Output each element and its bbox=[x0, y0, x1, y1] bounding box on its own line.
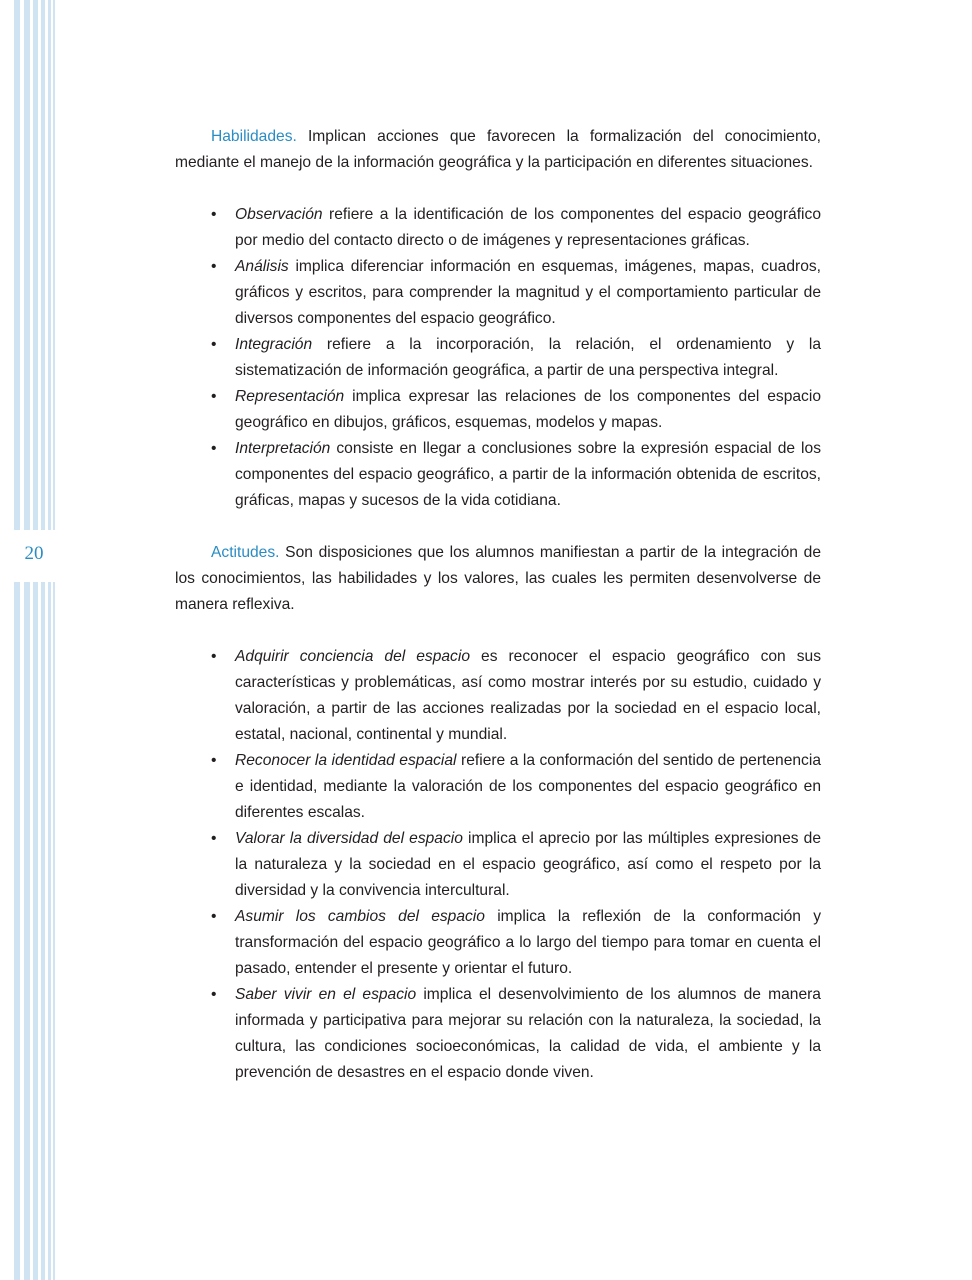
item-text: implica el desenvolvimiento de los alumnos de manera informada y participativa para mejorar su relación con la naturaleza, la sociedad, la cultura, las condiciones socioeconómicas, la calidad de vida, el ambiente y la prevención de desastres en el espacio donde viven. bbox=[235, 986, 821, 1081]
item-text: implica el aprecio por las múltiples expresiones de la naturaleza y la sociedad en el espacio geográfico, así como el respeto por la diversidad y la convivencia intercultural. bbox=[235, 830, 822, 899]
list-item bbox=[235, 826, 821, 904]
page-content bbox=[175, 124, 821, 1112]
list-item bbox=[235, 202, 821, 254]
actitudes-paragraph bbox=[175, 540, 821, 618]
list-item bbox=[235, 436, 821, 514]
item-term: Reconocer la identidad espacial bbox=[235, 752, 457, 769]
item-text: consiste en llegar a conclusiones sobre la expresión espacial de los componentes del espacio geográfico, a partir de la información obtenida de escritos, gráficas, mapas y sucesos de la vida cotidiana. bbox=[235, 440, 821, 509]
item-text: refiere a la identificación de los componentes del espacio geográfico por medio del contacto directo o de imágenes y representaciones gráficas. bbox=[235, 206, 821, 249]
item-text: es reconocer el espacio geográfico con sus características y problemáticas, así como mostrar interés por su estudio, cuidado y valoración, a partir de las acciones realizadas por la sociedad en el espacio local, estatal, nacional, continental y mundial. bbox=[235, 648, 821, 743]
list-item bbox=[235, 332, 821, 384]
item-term: Representación bbox=[235, 388, 345, 405]
list-item bbox=[235, 384, 821, 436]
margin-decoration bbox=[0, 0, 60, 1280]
habilidades-heading: Habilidades. bbox=[211, 128, 297, 145]
item-term: Saber vivir en el espacio bbox=[235, 986, 417, 1003]
item-text: refiere a la conformación del sentido de pertenencia e identidad, mediante la valoración de los componentes del espacio geográfico en diferentes escalas. bbox=[235, 752, 821, 821]
list-item bbox=[235, 904, 821, 982]
item-term: Adquirir conciencia del espacio bbox=[235, 648, 470, 665]
item-term: Interpretación bbox=[235, 440, 331, 457]
item-term: Valorar la diversidad del espacio bbox=[235, 830, 463, 847]
habilidades-paragraph bbox=[175, 124, 821, 176]
item-text: implica la reflexión de la conformación y transformación del espacio geográfico a lo largo del tiempo para tomar en cuenta el pasado, entender el presente y orientar el futuro. bbox=[235, 908, 821, 977]
item-term: Análisis bbox=[235, 258, 289, 275]
actitudes-text: Son disposiciones que los alumnos manifiestan a partir de la integración de los conocimientos, las habilidades y los valores, las cuales les permiten desenvolverse de manera reflexiva. bbox=[175, 544, 821, 613]
actitudes-heading: Actitudes. bbox=[211, 544, 280, 561]
habilidades-text: Implican acciones que favorecen la formalización del conocimiento, mediante el manejo de la información geográfica y la participación en diferentes situaciones. bbox=[175, 128, 821, 171]
list-item bbox=[235, 254, 821, 332]
margin-stripe bbox=[53, 0, 55, 1280]
item-term: Asumir los cambios del espacio bbox=[235, 908, 485, 925]
margin-stripe bbox=[14, 0, 20, 1280]
item-text: refiere a la incorporación, la relación, el ordenamiento y la sistematización de información geográfica, a partir de una perspectiva integral. bbox=[235, 336, 821, 379]
list-item bbox=[235, 644, 821, 748]
page-number: 20 bbox=[24, 543, 44, 564]
actitudes-list bbox=[175, 644, 821, 1086]
habilidades-list bbox=[175, 202, 821, 514]
list-item bbox=[235, 748, 821, 826]
list-item bbox=[235, 982, 821, 1086]
margin-stripe bbox=[33, 0, 38, 1280]
margin-stripe bbox=[24, 0, 30, 1280]
item-text: implica diferenciar información en esquemas, imágenes, mapas, cuadros, gráficos y escritos, para comprender la magnitud y el comportamiento particular de diversos componentes del espacio geográfico. bbox=[235, 258, 821, 327]
item-text: implica expresar las relaciones de los componentes del espacio geográfico en dibujos, gráficos, esquemas, modelos y mapas. bbox=[235, 388, 821, 431]
item-term: Observación bbox=[235, 206, 323, 223]
margin-stripe bbox=[41, 0, 45, 1280]
item-term: Integración bbox=[235, 336, 313, 353]
margin-stripe bbox=[48, 0, 51, 1280]
